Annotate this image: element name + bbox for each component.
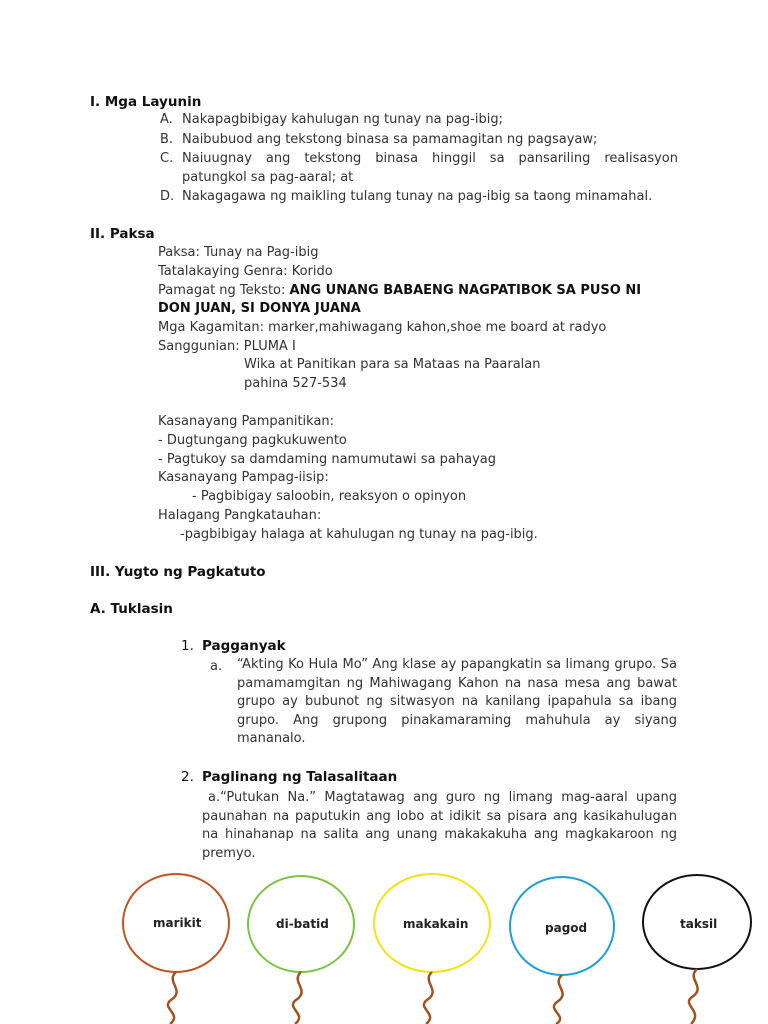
list-item xyxy=(160,132,597,147)
list-item xyxy=(160,189,652,204)
step-title-talasalitaan: Paglinang ng Talasalitaan xyxy=(202,769,398,785)
halaga-item: -pagbibigay halaga at kahulugan ng tunay na pag-ibig. xyxy=(180,527,538,542)
kasanayan-item: - Pagbibigay saloobin, reaksyon o opinyon xyxy=(192,489,467,504)
item-label: B. xyxy=(160,132,174,147)
pamagat-label: Pamagat ng Teksto: xyxy=(158,283,290,298)
item-label: a. xyxy=(210,659,223,674)
kasanayan-pampanitikan: Kasanayang Pampanitikan: xyxy=(158,414,335,429)
section-heading-paksa: II. Paksa xyxy=(90,226,155,242)
pamagat-title: ANG UNANG BABAENG NAGPATIBOK SA PUSO NI xyxy=(289,283,642,298)
kagamitan-line: Mga Kagamitan: marker,mahiwagang kahon,shoe me board at radyo xyxy=(158,320,607,335)
item-text: Naiuugnay ang tekstong binasa hinggil sa pansariling realisasyon xyxy=(182,151,678,166)
step-number: 1. xyxy=(181,638,194,654)
item-text-continued: patungkol sa pag-aaral; at xyxy=(182,170,354,185)
talasalitaan-text: a.“Putukan Na.” Magtatawag ang guro ng limang mag-aaral upang paunahan na paputukin ang lobo at idikit sa pisara ang kasikahulugan na hinahanap na salita ang unang makakakuha ang magkakaroon ng premyo. xyxy=(202,790,677,861)
subheading-tuklasin: A. Tuklasin xyxy=(90,601,173,617)
sanggunian-book: Wika at Panitikan para sa Mataas na Paaralan xyxy=(244,357,541,372)
balloon-label: pagod xyxy=(545,921,588,935)
kasanayan-item: - Dugtungang pagkukuwento xyxy=(158,433,347,448)
pamagat-line xyxy=(158,283,641,298)
item-text: Naibubuod ang tekstong binasa sa pamamagitan ng pagsayaw; xyxy=(182,132,598,147)
item-text: Nakapagbibigay kahulugan ng tunay na pag-ibig; xyxy=(182,112,503,127)
list-item xyxy=(160,112,503,127)
balloon-label: di-batid xyxy=(276,917,329,931)
balloon-makakain xyxy=(374,874,490,1024)
section-heading-yugto: III. Yugto ng Pagkatuto xyxy=(90,564,266,580)
item-label: C. xyxy=(160,151,174,166)
paksa-line: Paksa: Tunay na Pag-ibig xyxy=(158,245,319,260)
balloon-di-batid xyxy=(248,876,354,1024)
sanggunian-line: Sanggunian: PLUMA I xyxy=(158,339,296,354)
kasanayan-item: - Pagtukoy sa damdaming namumutawi sa pahayag xyxy=(158,452,497,467)
kasanayan-pampag-iisip: Kasanayang Pampag-iisip: xyxy=(158,470,329,485)
list-item xyxy=(160,151,678,166)
item-text: Nakagagawa ng maikling tulang tunay na pag-ibig sa taong minamahal. xyxy=(182,189,653,204)
pamagat-title-continued: DON JUAN, SI DONYA JUANA xyxy=(158,301,361,316)
item-label: D. xyxy=(160,189,175,204)
balloon-label: makakain xyxy=(403,917,469,931)
sanggunian-pages: pahina 527-534 xyxy=(244,376,347,391)
balloon-marikit xyxy=(123,874,229,1024)
balloon-label: marikit xyxy=(153,916,202,930)
balloon-label: taksil xyxy=(680,917,718,931)
section-heading-layunin: I. Mga Layunin xyxy=(90,94,202,110)
balloon-pagod xyxy=(510,877,614,1024)
genre-line: Tatalakaying Genra: Korido xyxy=(158,264,333,279)
pagganyak-text: “Akting Ko Hula Mo” Ang klase ay papangkatin sa limang grupo. Sa pamamamgitan ng Mahiwagang Kahon na nasa mesa ang bawat grupo ay bubunot ng sitwasyon na kanilang ipapahula sa ibang grupo. Ang grupong pinakamaraming mahuhula ay siyang mananalo. xyxy=(237,657,677,746)
step-number: 2. xyxy=(181,769,194,785)
step-title-pagganyak: Pagganyak xyxy=(202,638,286,654)
item-label: A. xyxy=(160,112,173,127)
balloon-illustration xyxy=(0,860,768,1024)
balloon-taksil xyxy=(643,875,751,1024)
halagang-pangkatauhan: Halagang Pangkatauhan: xyxy=(158,508,322,523)
